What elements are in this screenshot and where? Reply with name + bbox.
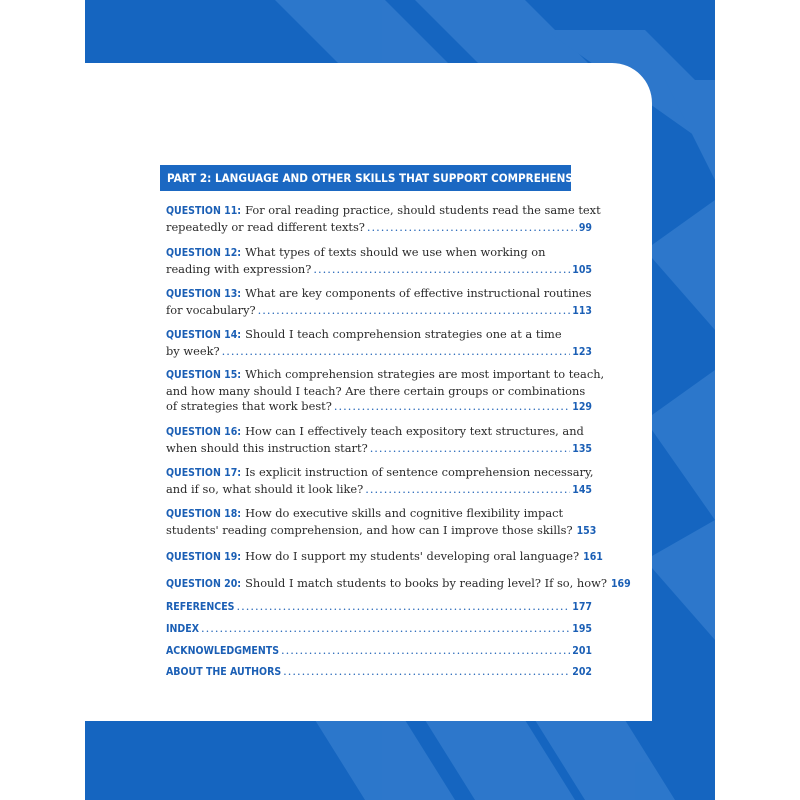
toc-entry-line: [166, 576, 631, 593]
question-label: QUESTION 18:: [166, 508, 242, 520]
dot-leader: [334, 399, 570, 415]
toc-entry-line: [166, 303, 592, 320]
toc-entry[interactable]: [166, 203, 601, 236]
toc-entry-line: [166, 220, 592, 237]
toc-entry-line: [166, 245, 592, 262]
question-text: What are key components of effective instructional routines: [245, 286, 592, 300]
toc-entry[interactable]: [166, 576, 631, 593]
question-text: How can I effectively teach expository text structures, and: [245, 424, 584, 438]
question-text: for vocabulary?: [166, 302, 256, 317]
back-matter-entry[interactable]: [166, 664, 592, 681]
toc-entry-line: [166, 522, 597, 540]
page-number: 129: [572, 401, 592, 413]
dot-leader: [370, 441, 571, 457]
toc-entry-line: [166, 344, 592, 361]
page-number: 135: [572, 442, 592, 455]
question-text: For oral reading practice, should students read the same text: [245, 203, 601, 217]
page-number: 161: [583, 551, 603, 563]
question-text: when should this instruction start?: [166, 440, 368, 455]
toc-entry[interactable]: [166, 424, 592, 457]
toc-entry-line: [166, 203, 601, 220]
question-label: QUESTION 17:: [166, 467, 242, 479]
toc-entry[interactable]: [166, 245, 592, 278]
question-label: QUESTION 12:: [166, 247, 242, 259]
question-text: Is explicit instruction of sentence comprehension necessary,: [245, 465, 594, 479]
question-text: Which comprehension strategies are most important to teach,: [245, 367, 605, 381]
toc-entry-line: [166, 664, 592, 681]
question-label: QUESTION 16:: [166, 426, 242, 438]
question-text: How do executive skills and cognitive flexibility impact: [245, 506, 564, 520]
back-matter-entry[interactable]: [166, 599, 592, 616]
back-matter-entry[interactable]: [166, 621, 592, 638]
toc-entry-line: [166, 549, 603, 566]
dot-leader: [236, 599, 570, 615]
back-matter-label: INDEX: [166, 623, 200, 635]
question-text: reading with expression?: [166, 261, 312, 276]
toc-entry[interactable]: [166, 367, 605, 416]
page-number: 123: [572, 345, 592, 358]
toc-entry[interactable]: [166, 549, 603, 566]
page-number: 145: [572, 483, 592, 496]
toc-entry-line: [166, 286, 592, 303]
toc-entry-line: [166, 367, 605, 384]
question-label: QUESTION 11:: [166, 205, 242, 217]
dot-leader: [367, 220, 577, 236]
question-text: What types of texts should we use when working on: [245, 245, 546, 259]
toc-entry-line: [166, 482, 592, 499]
toc-entry-line: [166, 424, 592, 441]
back-matter-label: ABOUT THE AUTHORS: [166, 666, 282, 678]
toc-entry-line: [166, 621, 592, 638]
page-number: 195: [572, 623, 592, 635]
question-text: students' reading comprehension, and how can I improve those skills?: [166, 522, 573, 537]
question-label: QUESTION 14:: [166, 329, 242, 341]
toc-entry-line: [166, 327, 592, 344]
dot-leader: [283, 664, 570, 680]
question-label: QUESTION 20:: [166, 578, 242, 590]
page-number: 201: [572, 645, 592, 657]
page-number: 113: [572, 304, 592, 317]
toc-entry-line: [166, 599, 592, 616]
page-number: 169: [610, 578, 631, 590]
toc-entry[interactable]: [166, 465, 592, 498]
dot-leader: [222, 344, 571, 360]
question-text: Should I teach comprehension strategies one at a time: [245, 327, 562, 341]
toc-entry-line: [166, 465, 592, 482]
back-matter-label: REFERENCES: [166, 601, 235, 613]
page-number: 99: [578, 221, 592, 234]
back-matter-label: ACKNOWLEDGMENTS: [166, 645, 280, 657]
page-number: 105: [572, 263, 592, 276]
question-label: QUESTION 19:: [166, 551, 242, 563]
question-text: repeatedly or read different texts?: [166, 219, 365, 234]
question-text: Should I match students to books by reading level? If so, how?: [245, 576, 607, 590]
question-text: by week?: [166, 343, 220, 358]
toc-entry-line: [166, 384, 592, 400]
toc-entry[interactable]: [166, 286, 592, 319]
question-text: and if so, what should it look like?: [166, 481, 364, 496]
toc-entry-line: [166, 506, 592, 523]
page-number: 202: [572, 666, 592, 678]
toc-entry[interactable]: [166, 327, 592, 360]
page-number: 153: [576, 524, 597, 537]
back-matter-entry[interactable]: [166, 643, 592, 660]
dot-leader: [313, 262, 570, 278]
toc-entry-line: [166, 262, 592, 279]
toc-entry-line: [166, 441, 592, 458]
page-number: 177: [572, 601, 592, 613]
dot-leader: [201, 621, 570, 637]
question-text: How do I support my students' developing oral language?: [245, 549, 580, 563]
question-text: of strategies that work best?: [166, 399, 332, 413]
part-header: PART 2: LANGUAGE AND OTHER SKILLS THAT SUPPORT COMPREHENSION: [160, 165, 571, 191]
toc-entry-line: [166, 643, 592, 660]
question-label: QUESTION 13:: [166, 288, 242, 300]
dot-leader: [365, 482, 570, 498]
dot-leader: [281, 643, 570, 659]
question-label: QUESTION 15:: [166, 369, 242, 381]
question-text: and how many should I teach? Are there certain groups or combinations: [166, 383, 586, 398]
toc-entry-line: [166, 399, 592, 416]
dot-leader: [258, 303, 571, 319]
toc-entry[interactable]: [166, 506, 597, 539]
